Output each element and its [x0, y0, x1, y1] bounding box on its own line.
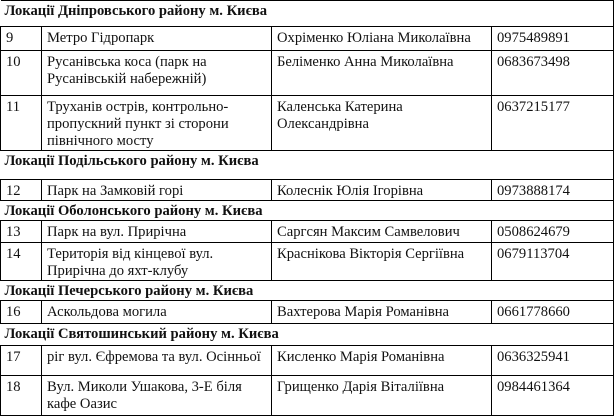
section-title: Локації Подільського району м. Києва — [1, 151, 614, 180]
phone-cell: 0636325941 — [492, 346, 614, 376]
location-cell: Труханів острів, контрольно-пропускний пункт зі сторони північного мосту — [42, 96, 272, 151]
table-row — [1, 243, 614, 281]
contact-person-cell: Охріменко Юліана Миколаївна — [272, 27, 492, 51]
location-cell: Русанівська коса (парк на Русанівській набережній) — [42, 51, 272, 96]
contact-person-cell: Краснікова Вікторія Сергіївна — [272, 243, 492, 281]
section-header-row — [1, 201, 614, 221]
phone-cell: 0679113704 — [492, 243, 614, 281]
row-number-cell: 16 — [1, 301, 42, 324]
row-number-cell: 13 — [1, 221, 42, 243]
section-title: Локації Святошинський району м. Києва — [1, 324, 614, 346]
section-header-row — [1, 151, 614, 180]
row-number-cell: 12 — [1, 180, 42, 201]
phone-cell: 0661778660 — [492, 301, 614, 324]
contact-person-cell: Беліменко Анна Миколаївна — [272, 51, 492, 96]
phone-cell: 0975489891 — [492, 27, 614, 51]
table-row — [1, 51, 614, 96]
phone-cell: 0508624679 — [492, 221, 614, 243]
location-cell: Вул. Миколи Ушакова, 3-Е біля кафе Оазис — [42, 376, 272, 416]
phone-cell: 0973888174 — [492, 180, 614, 201]
locations-table-body — [1, 1, 614, 416]
contact-person-cell: Каленська Катерина Олександрівна — [272, 96, 492, 151]
contact-person-cell: Саргсян Максим Самвелович — [272, 221, 492, 243]
location-cell: ріг вул. Єфремова та вул. Осінньої — [42, 346, 272, 376]
location-cell: Територія від кінцевої вул. Прирічна до яхт-клубу — [42, 243, 272, 281]
contact-person-cell: Вахтерова Марія Романівна — [272, 301, 492, 324]
table-row — [1, 346, 614, 376]
location-cell: Метро Гідропарк — [42, 27, 272, 51]
contact-person-cell: Колеснік Юлія Ігорівна — [272, 180, 492, 201]
contact-person-cell: Грищенко Дарія Віталіївна — [272, 376, 492, 416]
table-row — [1, 301, 614, 324]
table-row — [1, 376, 614, 416]
table-row — [1, 221, 614, 243]
row-number-cell: 14 — [1, 243, 42, 281]
section-header-row — [1, 324, 614, 346]
location-cell: Парк на Замковій горі — [42, 180, 272, 201]
section-title: Локації Оболонського району м. Києва — [1, 201, 614, 221]
section-header-row — [1, 1, 614, 27]
location-cell: Аскольдова могила — [42, 301, 272, 324]
phone-cell: 0683673498 — [492, 51, 614, 96]
phone-cell: 0637215177 — [492, 96, 614, 151]
table-row — [1, 96, 614, 151]
table-row — [1, 180, 614, 201]
section-header-row — [1, 281, 614, 301]
row-number-cell: 17 — [1, 346, 42, 376]
row-number-cell: 10 — [1, 51, 42, 96]
location-cell: Парк на вул. Прирічна — [42, 221, 272, 243]
phone-cell: 0984461364 — [492, 376, 614, 416]
row-number-cell: 9 — [1, 27, 42, 51]
row-number-cell: 18 — [1, 376, 42, 416]
contact-person-cell: Кисленко Марія Романівна — [272, 346, 492, 376]
section-title: Локації Дніпровського району м. Києва — [1, 1, 614, 27]
row-number-cell: 11 — [1, 96, 42, 151]
table-row — [1, 27, 614, 51]
section-title: Локації Печерського району м. Києва — [1, 281, 614, 301]
